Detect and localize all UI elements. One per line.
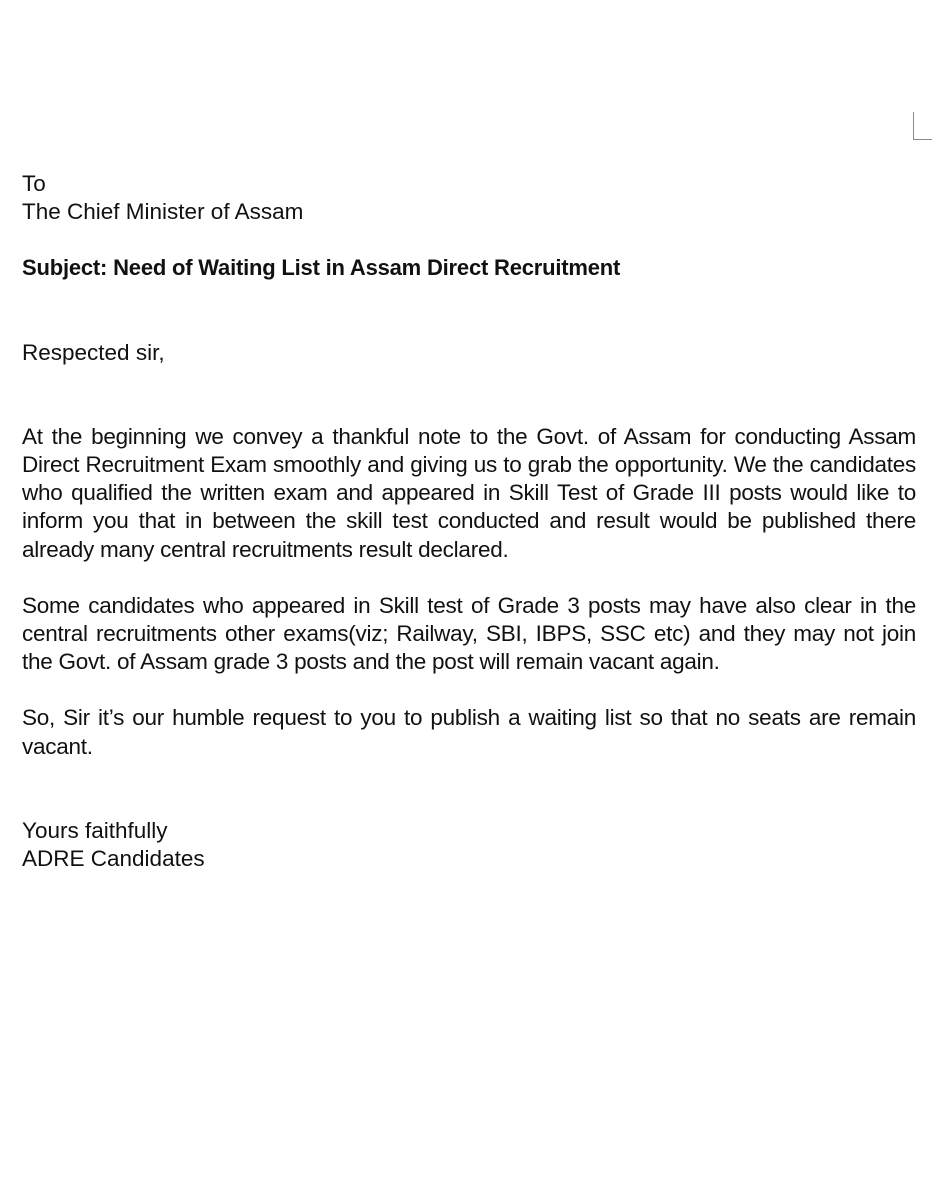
- body-paragraph-1: At the beginning we convey a thankful note to the Govt. of Assam for conducting Assam Direct Recruitment Exam smoothly and giving us to grab the opportunity. We the candidates who qualified the written exam and appeared in Skill Test of Grade III posts would like to inform you that in between the skill test conducted and result would be published there already many central recruitments result declared.: [22, 423, 916, 562]
- letter-body: [22, 170, 916, 873]
- page-corner-marker: [913, 112, 932, 140]
- body-paragraph-2: Some candidates who appeared in Skill test of Grade 3 posts may have also clear in the central recruitments other exams(viz; Railway, SBI, IBPS, SSC etc) and they may not join the Govt. of Assam grade 3 posts and the post will remain vacant again.: [22, 592, 916, 675]
- closing-phrase: Yours faithfully: [22, 817, 168, 843]
- recipient-to: To: [22, 171, 46, 196]
- recipient-block: [22, 170, 916, 226]
- salutation: Respected sir,: [22, 339, 165, 365]
- letter-subject: Subject: Need of Waiting List in Assam Direct Recruitment: [22, 255, 621, 281]
- signature: ADRE Candidates: [22, 846, 205, 872]
- body-paragraph-3: So, Sir it’s our humble request to you to publish a waiting list so that no seats are remain vacant.: [22, 705, 916, 759]
- recipient-name: The Chief Minister of Assam: [22, 199, 304, 225]
- closing-block: [22, 817, 916, 873]
